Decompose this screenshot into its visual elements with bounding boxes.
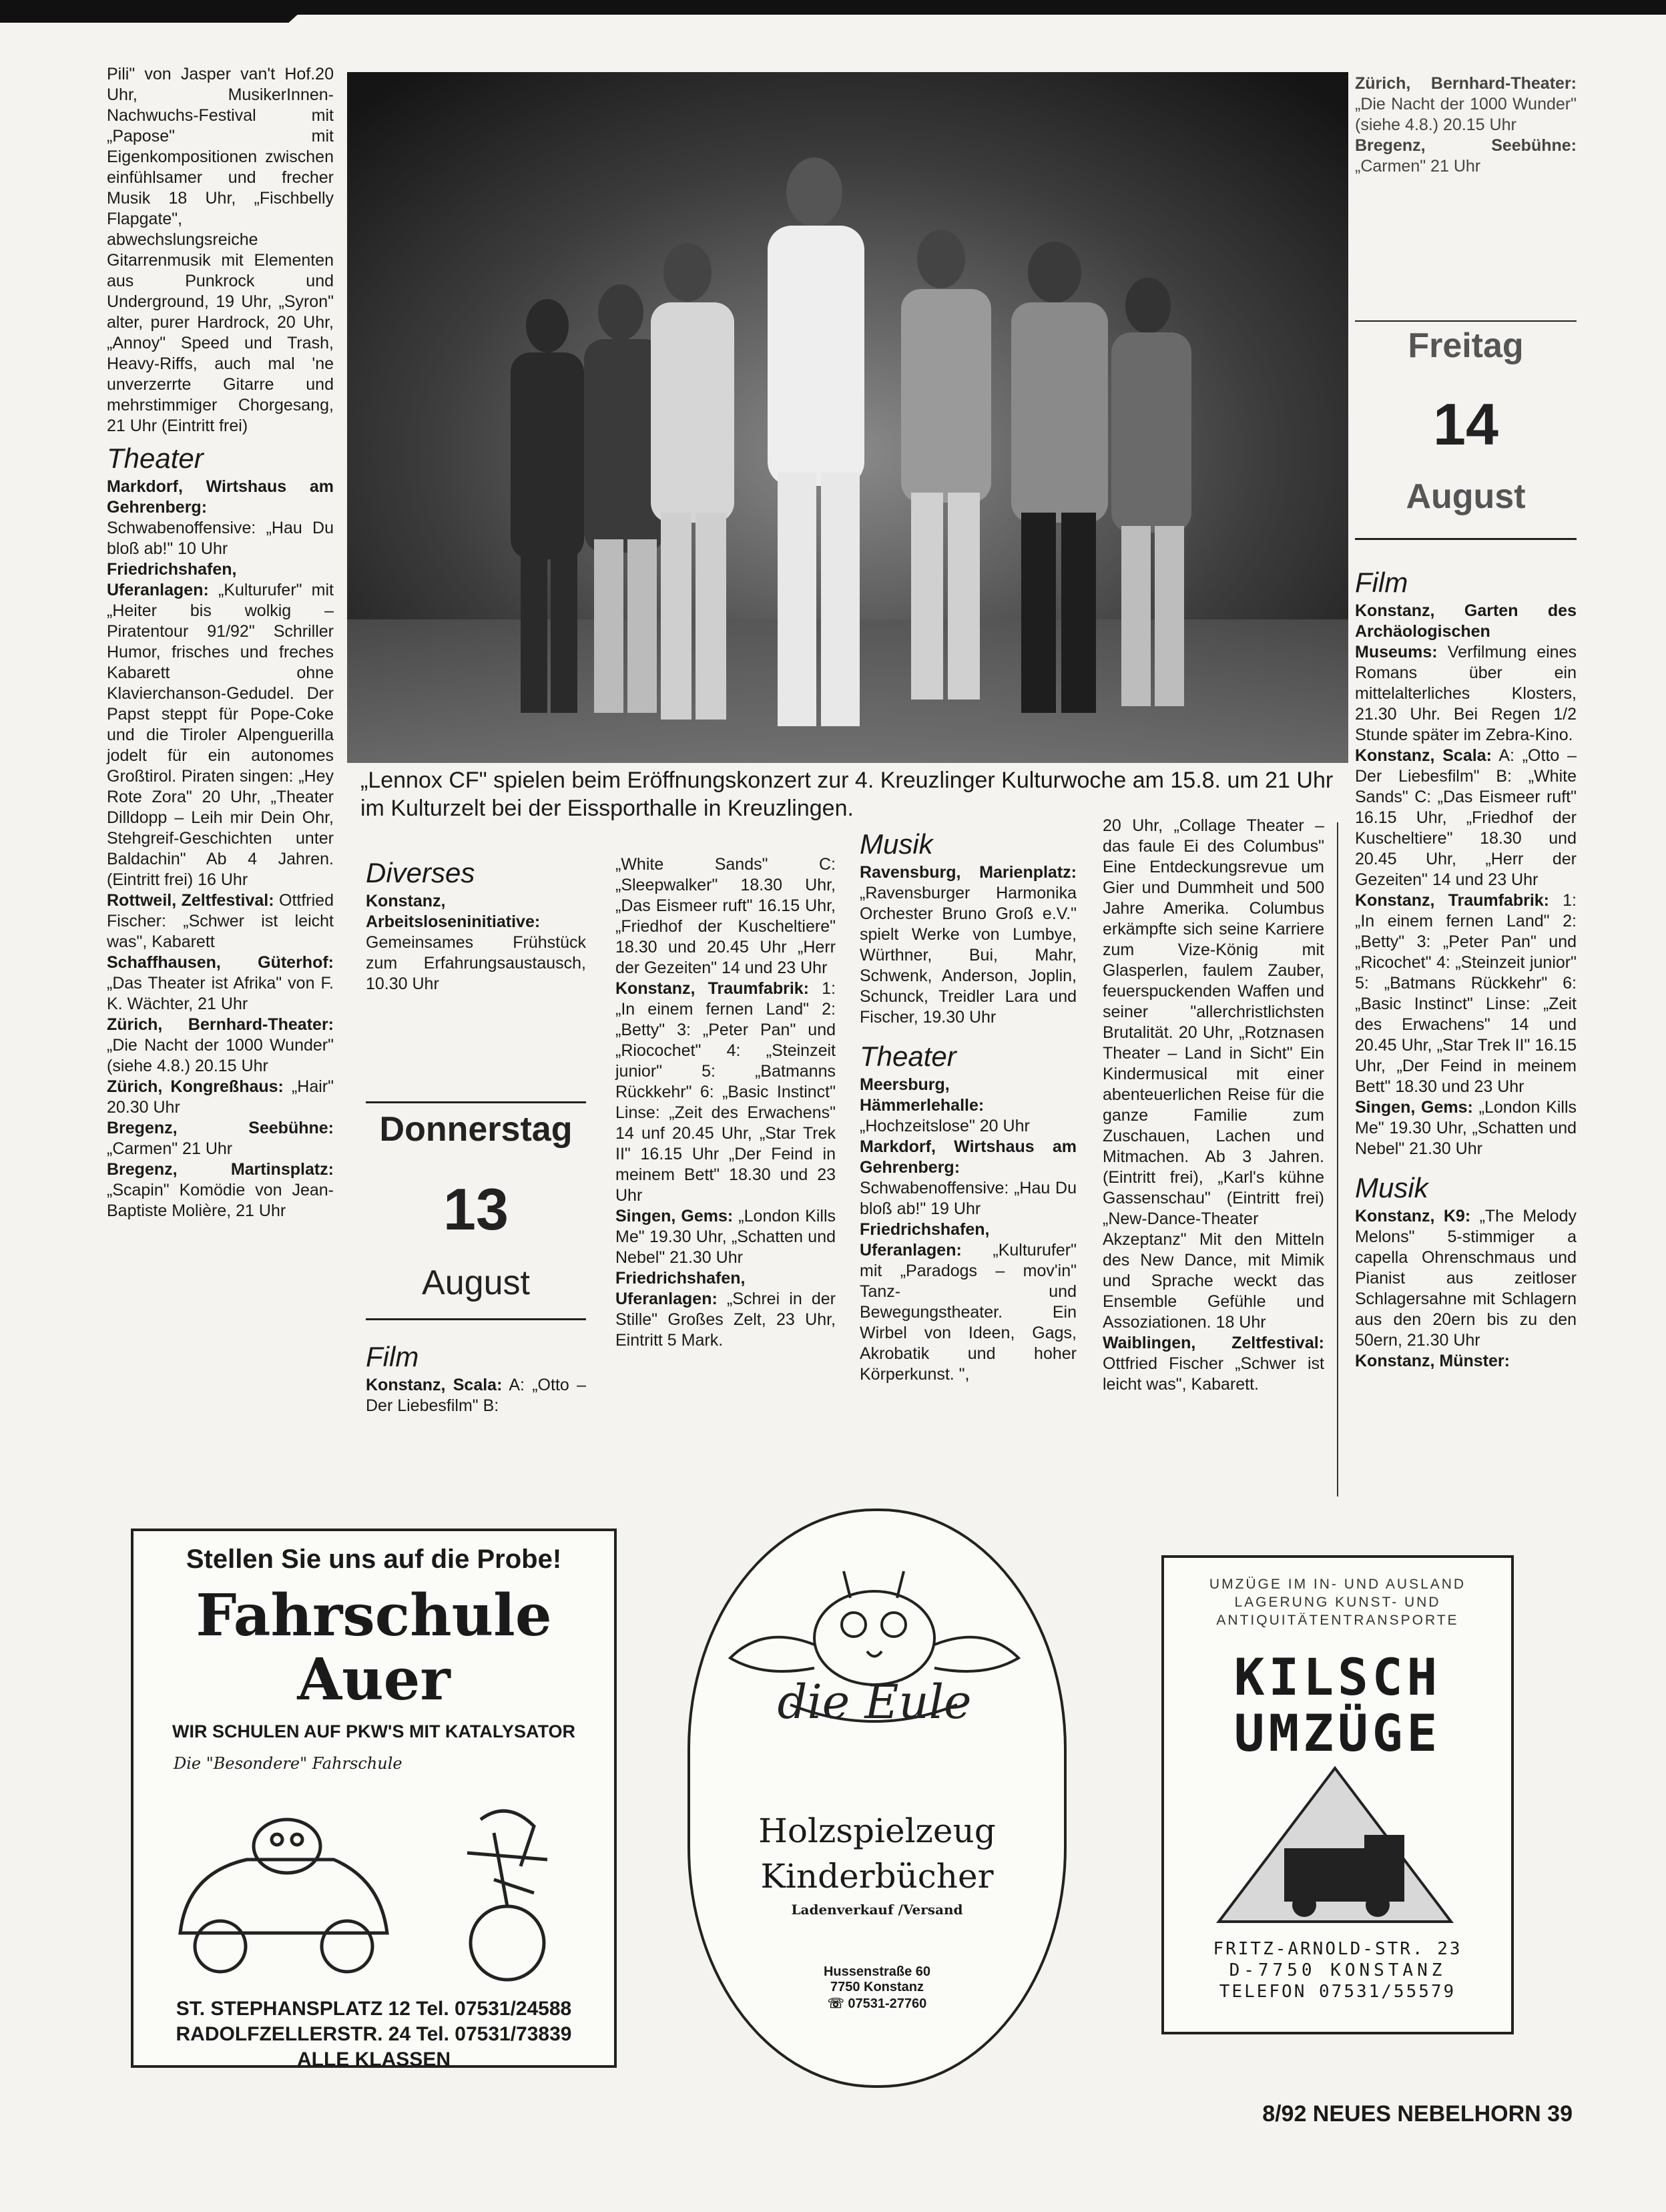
- day-name: Freitag: [1408, 326, 1524, 365]
- listing-place: Meersburg, Hämmerlehalle:: [860, 1075, 985, 1115]
- column-6-top: [1355, 73, 1577, 177]
- listing-text: „Carmen" 21 Uhr: [107, 1139, 233, 1158]
- column-2-film: [366, 1335, 586, 1416]
- listing-text: „London Kills Me" 19.30 Uhr, „Schatten und Nebel" 21.30 Uhr: [615, 1207, 836, 1267]
- ad-address-1: Hussenstraße 60: [823, 1964, 931, 1979]
- listing-entry: [1355, 1351, 1577, 1372]
- film-entries: [366, 1375, 586, 1416]
- listing-entry: [860, 1075, 1077, 1137]
- column-4: [860, 822, 1077, 1385]
- listing-entry: [1103, 816, 1324, 1333]
- listing-entry: [107, 952, 334, 1015]
- listing-place: Konstanz, Arbeitsloseninitiative:: [366, 892, 541, 931]
- listing-place: Konstanz, Münster:: [1355, 1352, 1510, 1370]
- listing-entry: [1355, 890, 1577, 1097]
- listing-text: „Die Nacht der 1000 Wunder" (siehe 4.8.) 20.15 Uhr: [1355, 95, 1577, 134]
- day-number: 14: [1433, 391, 1498, 457]
- ad-kilsch-umzuege: [1161, 1555, 1514, 2034]
- listing-text: Ottfried Fischer „Schwer ist leicht was", Kabarett.: [1103, 1354, 1324, 1394]
- column-6: [1355, 561, 1577, 1372]
- ad-address-2: D-7750 KONSTANZ: [1229, 1960, 1446, 1980]
- day-month: August: [422, 1264, 530, 1302]
- ad-address-2: RADOLFZELLERSTR. 24 Tel. 07531/73839: [176, 2023, 572, 2045]
- day-header-friday: [1355, 326, 1577, 517]
- listing-text: Schwabenoffensive: „Hau Du bloß ab!" 10 Uhr: [107, 519, 334, 558]
- day-rule-top: [366, 1101, 586, 1103]
- diverses-entries: [366, 891, 586, 995]
- listing-place: Bregenz, Martinsplatz:: [107, 1160, 334, 1179]
- listing-place: Bregenz, Seebühne:: [107, 1119, 334, 1137]
- listing-place: Singen, Gems:: [1355, 1098, 1473, 1117]
- listing-place: Ravensburg, Marienplatz:: [860, 863, 1077, 882]
- listing-place: Markdorf, Wirtshaus am Gehrenberg:: [107, 477, 334, 517]
- listing-text: „The Melody Melons" 5-stimmiger a capella Ohrenschmaus und Pianist aus zeitloser Schlagersahne mit Schlagern aus den 20ern bis zu den 50ern, 21.30 Uhr: [1355, 1207, 1577, 1350]
- ad-die-eule: [687, 1508, 1067, 2088]
- section-diverses: Diverses: [366, 857, 475, 888]
- listing-entry: [615, 979, 836, 1206]
- day-rule-bottom: [366, 1318, 586, 1320]
- listing-place: Konstanz, Traumfabrik:: [1355, 891, 1550, 910]
- listing-text: „Ravensburger Harmonika Orchester Bruno Groß e.V." spielt Werke von Lumbye, Würthner, Bui, Mahr, Schwenk, Anderson, Joplin, Schunck, Treidler Lara und Fischer, 19.30 Uhr: [860, 884, 1077, 1027]
- musik-entries-2: [1355, 1206, 1577, 1372]
- ad-name-2: UMZÜGE: [1233, 1703, 1442, 1763]
- listing-entry: [1355, 73, 1577, 135]
- listing-place: Friedrichshafen, Uferanlagen:: [615, 1269, 746, 1308]
- column-5: [1103, 816, 1324, 1395]
- listing-entry: [1355, 746, 1577, 890]
- listing-text: „London Kills Me" 19.30 Uhr, „Schatten und Nebel" 21.30 Uhr: [1355, 1098, 1577, 1158]
- listing-text: „Hochzeitslose" 20 Uhr: [860, 1117, 1030, 1135]
- column-5-entries: [1103, 816, 1324, 1395]
- listing-place: Bregenz, Seebühne:: [1355, 136, 1577, 155]
- listing-text: „Kulturufer" mit „Heiter bis wolkig – Piratentour 91/92" Schriller Humor, frisches und freches Kabarett ohne Klavierchanson-Gedudel. Der Papst steppt für Pope-Coke und die Tiroler Alpenguerilla jodelt für ein autonomes Großtirol. Piraten singen: „Hey Rote Zora" 20 Uhr, „Theater Dilldopp – Leih mir Dein Ohr, Stehgreif-Geschichten unter Baldachin" Ab 4 Jahren. (Eintritt frei) 16 Uhr: [107, 581, 334, 889]
- film-entries-2: [1355, 601, 1577, 1159]
- section-musik-2: Musik: [1355, 1172, 1428, 1203]
- truck-triangle-logo: [1164, 1761, 1506, 1935]
- listing-entry: [107, 1015, 334, 1077]
- listing-entry: [1103, 1333, 1324, 1395]
- ad-script: Die "Besondere" Fahrschule: [174, 1754, 402, 1773]
- listing-place: Singen, Gems:: [615, 1207, 734, 1225]
- section-musik: Musik: [860, 828, 933, 860]
- ad-fahrschule: [131, 1529, 617, 2068]
- ad-top-2: LAGERUNG KUNST- UND: [1234, 1595, 1441, 1610]
- listing-text: „Carmen" 21 Uhr: [1355, 157, 1481, 176]
- musik-entries: [860, 862, 1077, 1028]
- section-film: Film: [366, 1341, 419, 1372]
- listing-text: „Kulturufer" mit „Paradogs – mov'in" Tanz- und Bewegungstheater. Ein Wirbel von Ideen, Gags, Akrobatik und hoher Körperkunst. ",: [860, 1241, 1077, 1384]
- friday-rule-bottom: [1355, 538, 1577, 540]
- band-photo-svg: [347, 72, 1348, 763]
- ad-address-3: ☏ 07531-27760: [827, 1996, 927, 2011]
- listing-text: Verfilmung eines Romans über ein mittelalterliches Klosters, 21.30 Uhr. Bei Regen 1/2 Stunde später im Zebra-Kino.: [1355, 643, 1577, 744]
- friday-rule-top: [1355, 320, 1577, 322]
- listing-place: Schaffhausen, Güterhof:: [107, 953, 334, 972]
- listing-text: „Das Theater ist Afrika" von F. K. Wächter, 21 Uhr: [107, 974, 334, 1013]
- column-3-entries: [615, 854, 836, 1351]
- listing-entry: [107, 559, 334, 890]
- listing-entry: [1355, 1206, 1577, 1351]
- listing-place: Konstanz, Traumfabrik:: [615, 979, 810, 998]
- listing-entry: [107, 890, 334, 952]
- listing-text: „Schrei in der Stille" Großes Zelt, 23 Uhr, Eintritt 5 Mark.: [615, 1290, 836, 1350]
- ad-tagline: WIR SCHULEN AUF PKW'S MIT KATALYSATOR: [172, 1721, 575, 1741]
- column-1: [107, 64, 334, 1221]
- listing-text: „White Sands" C: „Sleepwalker" 18.30 Uhr, „Das Eismeer ruft" 16.15 Uhr, „Friedhof der Kuscheltiere" 18.30 und 20.45 Uhr „Herr der Gezeiten" 14 und 23 Uhr: [615, 855, 836, 977]
- listing-entry: [860, 1137, 1077, 1219]
- day-name: Donnerstag: [379, 1110, 573, 1149]
- owl-logo: [690, 1525, 1059, 1791]
- listing-text: „Scapin" Komödie von Jean-Baptiste Molière, 21 Uhr: [107, 1181, 334, 1220]
- listing-place: Konstanz, Garten des Archäologischen Museums:: [1355, 601, 1577, 661]
- listing-entry: [1355, 1097, 1577, 1159]
- listing-entry: [366, 891, 586, 995]
- ad-line-3: Ladenverkauf /Versand: [791, 1902, 963, 1918]
- listing-text: Schwabenoffensive: „Hau Du bloß ab!" 19 Uhr: [860, 1179, 1077, 1218]
- ad-name-1: KILSCH: [1233, 1647, 1442, 1707]
- column-divider: [1337, 822, 1338, 1496]
- section-theater-2: Theater: [860, 1041, 956, 1072]
- band-photo: [347, 72, 1348, 763]
- listing-entry: [1355, 135, 1577, 177]
- listing-entry: [107, 1077, 334, 1118]
- listing-place: Konstanz, Scala:: [366, 1376, 503, 1394]
- theater-entries: [107, 477, 334, 1221]
- column-3: [615, 854, 836, 1351]
- ad-top-3: ANTIQUITÄTENTRANSPORTE: [1216, 1613, 1459, 1628]
- ad-address-2: 7750 Konstanz: [830, 1980, 924, 1994]
- car-and-bike-drawing: [133, 1773, 609, 1993]
- listing-text: A: „Otto – Der Liebesfilm" B: „White Sands" C: „Das Eismeer ruft" 16.15 Uhr, „Friedhof der Kuscheltiere" 18.30 und 20.45 Uhr, „Herr der Gezeiten" 14 und 23 Uhr: [1355, 746, 1577, 889]
- listing-place: Friedrichshafen, Uferanlagen:: [107, 560, 237, 599]
- top-border-notch: [0, 0, 314, 23]
- listing-entry: [860, 862, 1077, 1028]
- column-2: [366, 851, 586, 995]
- listing-place: Friedrichshafen, Uferanlagen:: [860, 1220, 990, 1260]
- listing-place: Zürich, Kongreßhaus:: [107, 1077, 284, 1096]
- intro-text: Pili" von Jasper van't Hof.20 Uhr, MusikerInnen-Nachwuchs-Festival mit „Papose" mit Eigenkompositionen zwischen einfühlsamer und frecher Musik 18 Uhr, „Fischbelly Flapgate", abwechslungsreiche Gitarrenmusik mit Elementen aus Punkrock und Underground, 19 Uhr, „Syron" alter, purer Hardrock, 20 Uhr, „Annoy" Speed und Trash, Heavy-Riffs, auch mal 'ne unverzerrte Gitarre und mehrstimmiger Chorgesang, 21 Uhr (Eintritt frei): [107, 65, 334, 435]
- listing-place: Konstanz, K9:: [1355, 1207, 1471, 1225]
- listing-entry: [107, 1118, 334, 1159]
- listing-entry: [1355, 601, 1577, 746]
- ad-line-2: Kinderbücher: [760, 1857, 994, 1896]
- listing-place: Markdorf, Wirtshaus am Gehrenberg:: [860, 1137, 1077, 1177]
- listing-entry: [615, 1206, 836, 1268]
- listing-place: Rottweil, Zeltfestival:: [107, 891, 274, 910]
- column-6-top-entries: [1355, 73, 1577, 177]
- listing-text: Ottfried Fischer: „Schwer ist leicht was", Kabarett: [107, 891, 334, 951]
- theater-entries-2: [860, 1075, 1077, 1385]
- listing-entry: [615, 854, 836, 979]
- listing-entry: [860, 1219, 1077, 1385]
- section-film-2: Film: [1355, 567, 1408, 598]
- section-theater: Theater: [107, 443, 204, 474]
- ad-name-2: Auer: [297, 1646, 451, 1713]
- listing-entry: [107, 477, 334, 559]
- listing-place: Zürich, Bernhard-Theater:: [107, 1015, 334, 1034]
- ad-address-3: TELEFON 07531/55579: [1219, 1982, 1456, 2002]
- ad-line-1: Holzspielzeug: [758, 1812, 996, 1850]
- day-number: 13: [443, 1176, 509, 1242]
- page-footer: 8/92 NEUES NEBELHORN 39: [1262, 2101, 1573, 2127]
- listing-entry: [107, 1159, 334, 1221]
- listing-text: 1: „In einem fernen Land" 2: „Betty" 3: „Peter Pan" und „Riocochet" 4: „Steinzeit junior" 5: „Batmanns Rückkehr" 6: „Basic Instinct" Linse: „Zeit des Erwachens" 14 unf 20.45 Uhr, „Star Trek II" 16.15 Uhr „Der Feind in meinem Bett" 18.30 und 23 Uhr: [615, 979, 836, 1205]
- listing-place: Zürich, Bernhard-Theater:: [1355, 74, 1577, 93]
- listing-text: 20 Uhr, „Collage Theater – das faule Ei des Columbus" Eine Entdeckungsrevue um Gier und Dummheit und 500 Jahre Amerika. Columbus erkämpfte sich seine Karriere zum Vize-König mit Glasperlen, faulem Zauber, feuerspuckenden Waffen und seiner "allerchristlichsten Brutalität. 20 Uhr, „Rotznasen Theater – Land in Sicht" Ein Kindermusical mit einer abenteuerlichen Reise für die ganze Familie zum Zuschauen, Lachen und Mitmachen. Ab 3 Jahren. (Eintritt frei), „Karl's kühne Gassenschau" (Eintritt frei) „New-Dance-Theater Akzeptanz" Mit den Mitteln des New Dance, mit Mimik und Sprache weckt das Ensemble Gefühle und Assoziationen. 18 Uhr: [1103, 816, 1324, 1332]
- listing-place: Waiblingen, Zeltfestival:: [1103, 1334, 1324, 1352]
- listing-text: 1: „In einem fernen Land" 2: „Betty" 3: „Peter Pan" und „Ricochet" 4: „Steinzeit junior" 5: „Batmans Rückkehr" 6: „Basic Instinct" Linse: „Zeit des Erwachens" 14 und 20.45 Uhr, „Star Trek II" 16.15 Uhr, „Der Feind in meinem Bett" 18.30 und 23 Uhr: [1355, 891, 1577, 1096]
- ad-name-1: Fahrschule: [196, 1582, 552, 1649]
- listing-entry: [615, 1268, 836, 1351]
- day-header-thursday: [366, 1109, 586, 1303]
- photo-caption: „Lennox CF" spielen beim Eröffnungskonzert zur 4. Kreuzlinger Kulturwoche am 15.8. um 21 Uhr im Kulturzelt bei der Eissporthalle in Kreuzlingen.: [360, 768, 1334, 821]
- listing-text: „Hair" 20.30 Uhr: [107, 1077, 334, 1117]
- listing-entry: [366, 1375, 586, 1416]
- day-month: August: [1406, 477, 1526, 516]
- listing-text: A: „Otto – Der Liebesfilm" B:: [366, 1376, 586, 1415]
- ad-top-1: UMZÜGE IM IN- UND AUSLAND: [1209, 1577, 1466, 1592]
- listing-place: Konstanz, Scala:: [1355, 746, 1492, 765]
- owl-logo-text: die Eule: [777, 1675, 972, 1729]
- ad-address-3: ALLE KLASSEN: [296, 2048, 451, 2070]
- listing-text: Gemeinsames Frühstück zum Erfahrungsaustausch, 10.30 Uhr: [366, 933, 586, 993]
- ad-headline: Stellen Sie uns auf die Probe!: [186, 1545, 562, 1574]
- ad-address-1: FRITZ-ARNOLD-STR. 23: [1213, 1939, 1462, 1959]
- listing-text: „Die Nacht der 1000 Wunder" (siehe 4.8.) 20.15 Uhr: [107, 1036, 334, 1075]
- ad-address-1: ST. STEPHANSPLATZ 12 Tel. 07531/24588: [176, 1998, 572, 2020]
